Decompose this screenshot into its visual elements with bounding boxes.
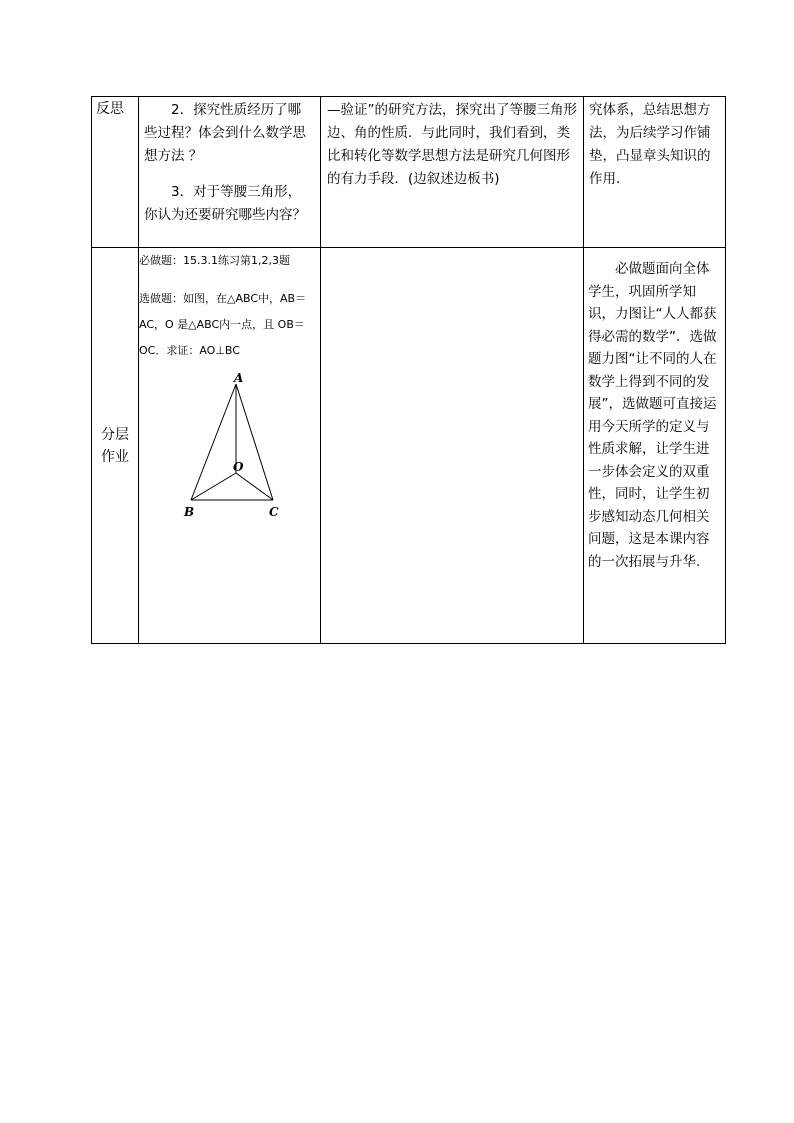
segment-ac [236, 384, 273, 500]
reflection-question-3: 3．对于等腰三角形，你认为还要研究哪些内容？ [144, 184, 306, 223]
segment-ab [191, 384, 236, 500]
table-row [92, 97, 726, 248]
point-label-o: O [233, 460, 244, 474]
segment-oc [236, 473, 273, 500]
segment-ob [191, 473, 236, 500]
row-label-reflection: 反思 [92, 97, 139, 248]
reflection-intent-text: 究体系，总结思想方法，为后续学习作铺垫，凸显章头知识的作用． [589, 102, 711, 187]
row-label-homework-text: 分层作业 [101, 426, 129, 465]
vertex-label-b: B [184, 505, 195, 519]
lesson-plan-table [91, 96, 726, 644]
row-label-homework [92, 248, 139, 644]
homework-cell [139, 248, 321, 644]
table-row [92, 248, 726, 644]
reflection-activity-cell [321, 97, 584, 248]
reflection-question-2: 2．探究性质经历了哪些过程？体会到什么数学思想方法 ？ [144, 102, 306, 164]
reflection-questions-cell [139, 97, 321, 248]
triangle-figure [184, 370, 291, 520]
homework-intent-cell [584, 248, 726, 644]
vertex-label-a: A [234, 371, 244, 385]
optional-homework: 选做题：如图，在△ABC中，AB＝AC，O 是△ABC内一点，且 OB＝OC．求证：AO⊥BC [139, 292, 307, 357]
required-homework: 必做题：15.3.1练习第1,2,3题 [139, 254, 290, 267]
homework-activity-cell [321, 248, 584, 644]
vertex-label-c: C [269, 505, 279, 519]
reflection-intent-cell [584, 97, 726, 248]
homework-intent-text: 必做题面向全体学生，巩固所学知识，力图让“人人都获得必需的数学”．选做题力图“让不同的人在数学上得到不同的发展”，选做题可直接运用今天所学的定义与性质求解，让学生进一步体会定义的双重性，同时，让学生初步感知动态几何相关问题，这是本课内容的一次拓展与升华. [588, 261, 717, 570]
reflection-activity-text: —验证”的研究方法，探究出了等腰三角形边、角的性质．与此同时，我们看到，类比和转化等数学思想方法是研究几何图形的有力手段．(边叙述边板书) [327, 102, 577, 187]
